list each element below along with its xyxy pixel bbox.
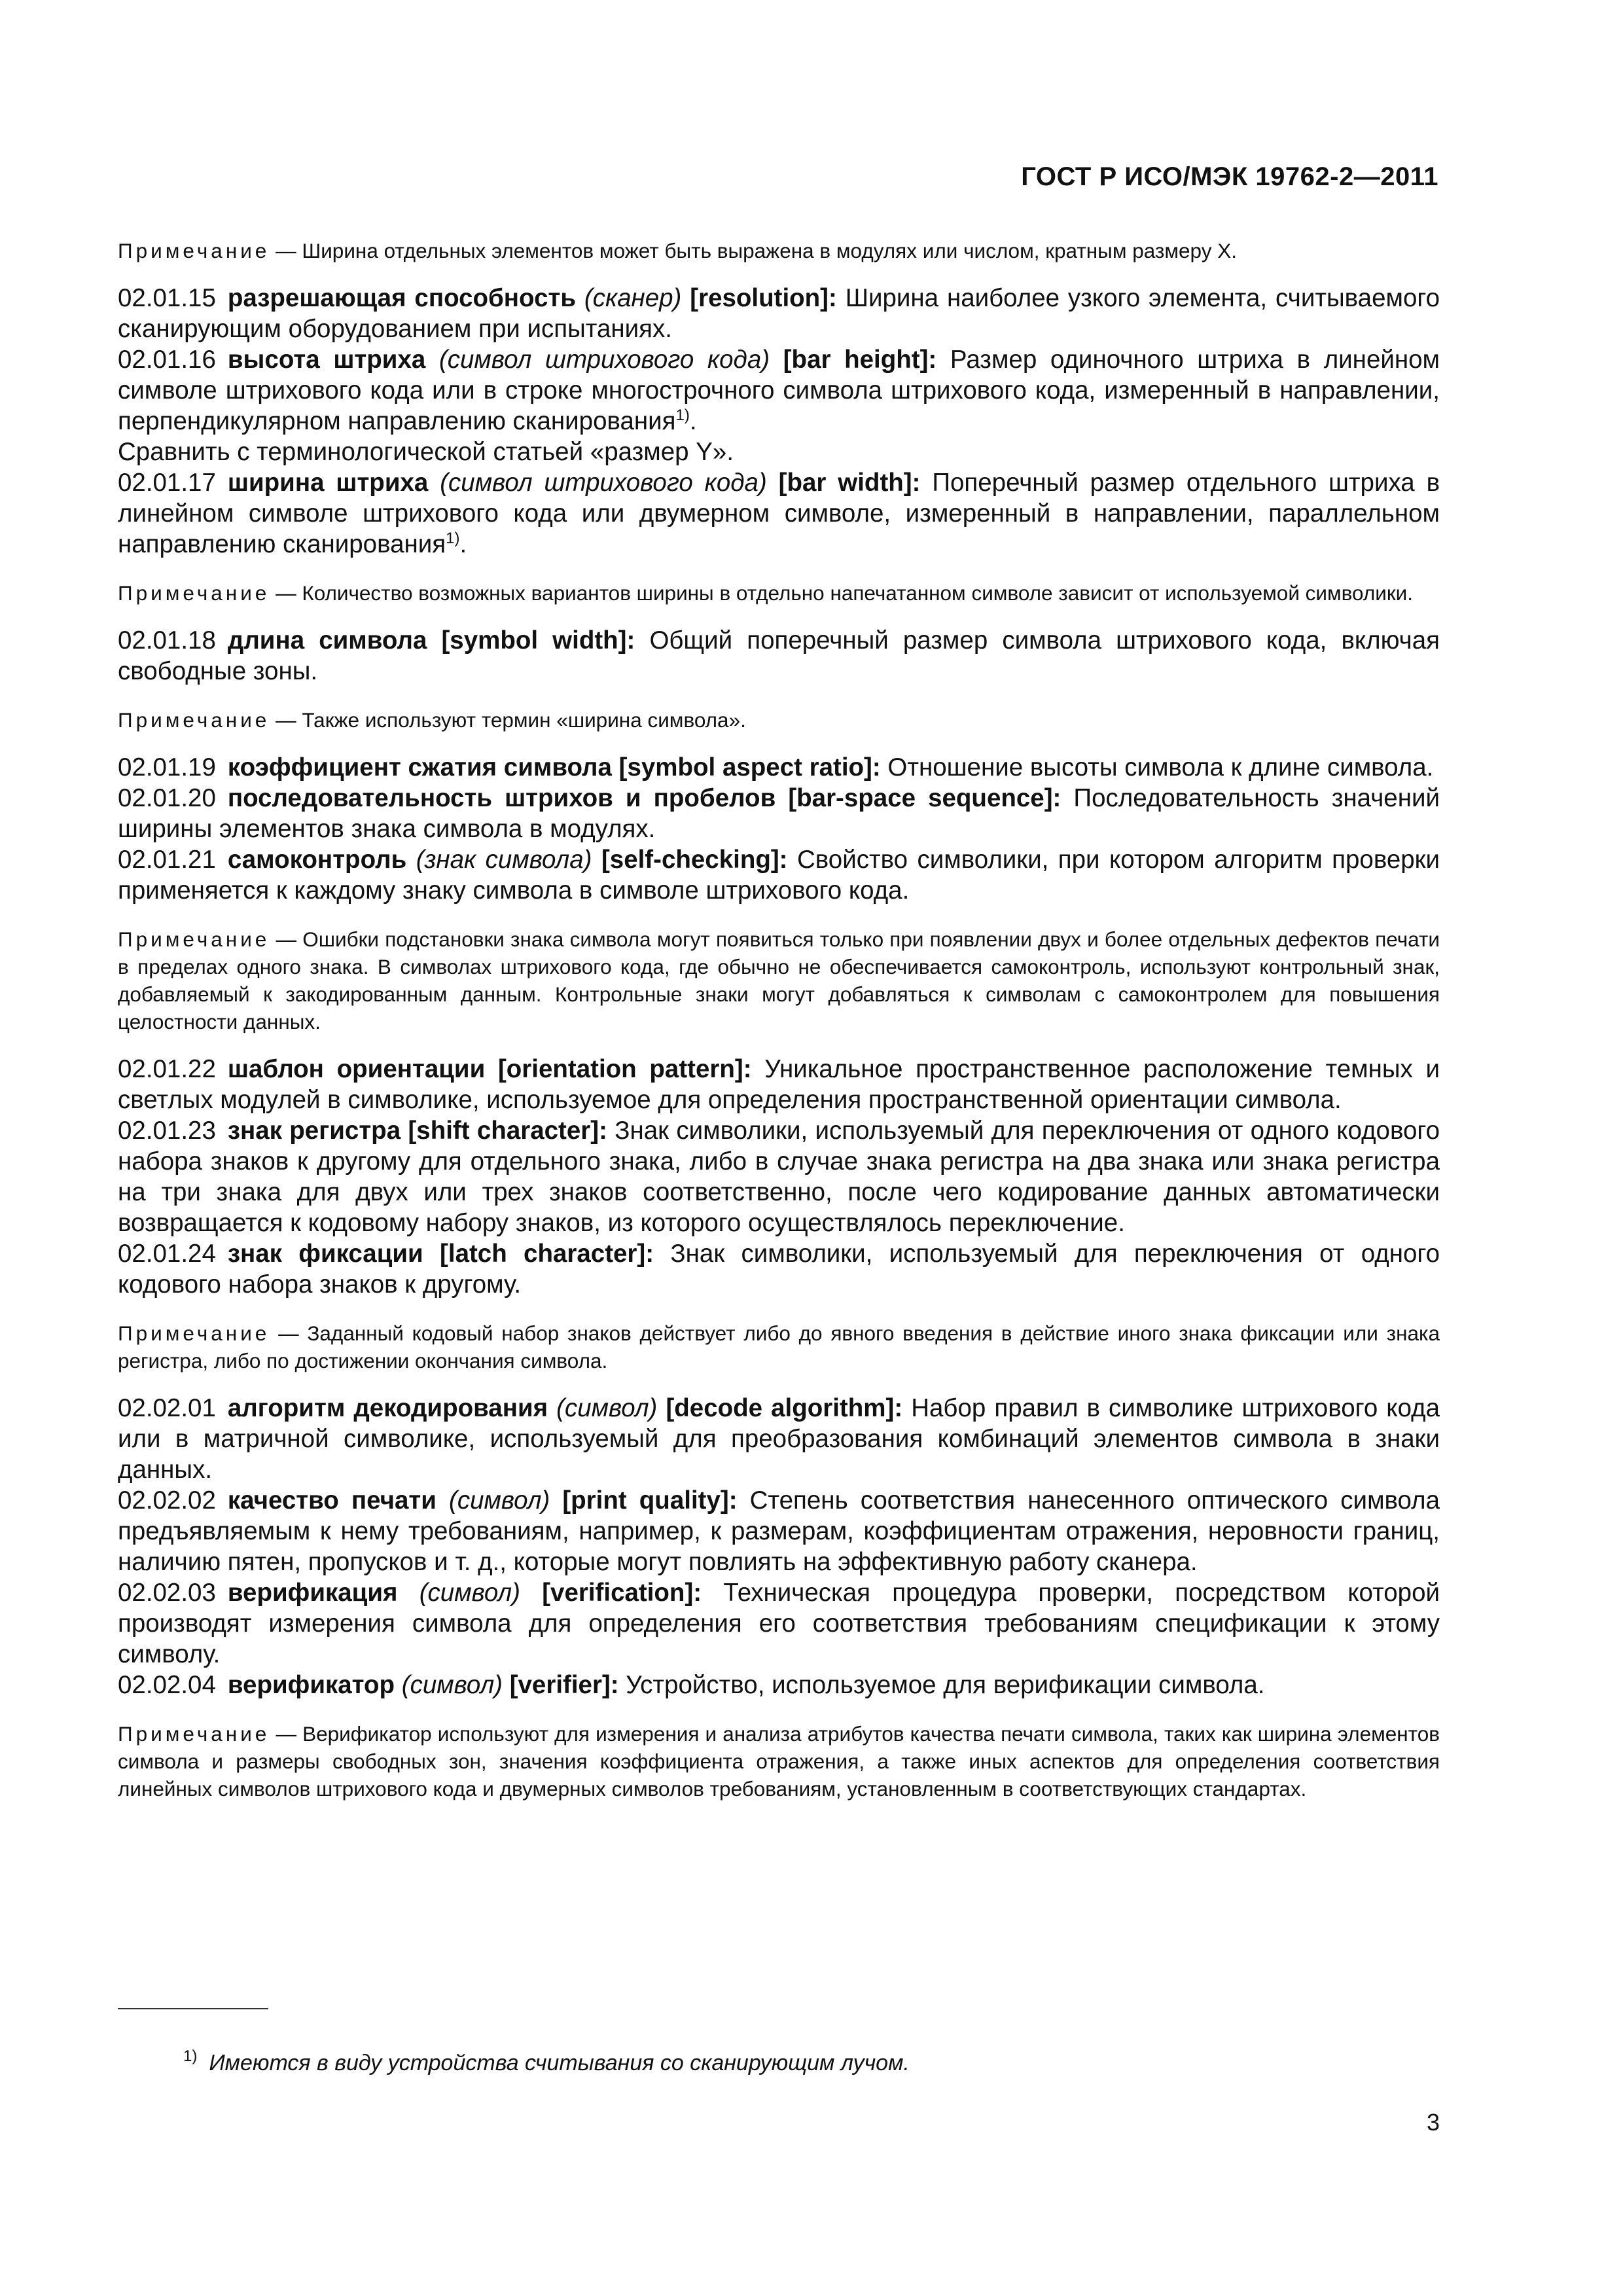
entry-term: ширина штриха [227,469,429,497]
term-entry: 02.01.16 высота штриха (символ штрихового кода) [bar height]: Размер одиночного штриха в линейном символе штрихового кода или в строке многострочного символа штрихового кода, измеренный в направлении, перпендикулярном направлению сканирования$^{1)}$. [118,346,1440,435]
term-entry [118,625,1440,687]
entry-english: [bar height]: [783,346,937,374]
entry-term: алгоритм декодирования [227,1394,548,1422]
entry-domain: (символ штрихового кода) [438,346,770,374]
entry-number: 02.01.17 [118,469,216,497]
footnote-ref: 1) [446,529,460,548]
note-text: Количество возможных вариантов ширины в отдельно напечатанном символе зависит от используемой символики. [302,581,1413,605]
page-number: 3 [1426,2109,1440,2136]
entry-english: [resolution]: [690,284,837,312]
entry-number: 02.02.01 [118,1394,216,1422]
entry-english: [self-checking]: [601,846,788,874]
footnote [183,2047,910,2076]
entry-domain: (знак символа) [416,846,592,874]
note: Примечание — Ширина отдельных элементов может быть выражена в модулях или числом, кратным размеру X. [118,239,1237,262]
entry-english: [symbol width]: [441,626,635,655]
note: Примечание — Также используют термин «ширина символа». [118,708,746,732]
note: Примечание — Ошибки подстановки знака символа могут появиться только при появлении двух и более отдельных дефектов печати в пределах одного знака. В символах штрихового кода, где обычно не обеспечивается самоконтроль, используют контрольный знак, добавляемый к закодированным данным. Контрольные знаки могут добавляться к символам с самоконтролем для повышения целостности данных. [118,927,1440,1033]
entry-number: 02.01.16 [118,346,216,374]
entry-term: качество печати [227,1486,437,1515]
entry-definition: Набор правил в символике штрихового кода или в матричной символике, используемый для преобразования комбинаций элементов символа в знаки данных. [118,1394,1440,1484]
entry-definition: Свойство символики, при котором алгоритм проверки применяется к каждому знаку символа в символе штрихового кода. [118,846,1440,905]
entry-english: [bar width]: [778,469,921,497]
entry-term: знак фиксации [227,1240,423,1268]
entry-domain: (символ штрихового кода) [440,469,767,497]
term-entry [118,1393,1440,1485]
entry-definition: Ширина наиболее узкого элемента, считываемого сканирующим оборудованием при испытаниях. [118,284,1440,343]
entry-number: 02.01.24 [118,1240,216,1268]
entry-english: [verification]: [542,1579,702,1607]
note-label: Примечание [118,1722,270,1746]
entry-number: 02.02.04 [118,1671,216,1699]
note-text: Верификатор используют для измерения и анализа атрибутов качества печати символа, таких как ширина элементов символа и размеры свободных зон, значения коэффициента отражения, а также иных аспектов для определения соответствия линейных символов штрихового кода и двумерных символов требованиям, установленным в соответствующих стандартах. [118,1722,1440,1801]
entry-definition: Знак символики, используемый для переключения от одного кодового набора знаков к другому для отдельного знака, либо в случае знака регистра на два знака или знака регистра на три знака для двух или трех знаков соответственно, после чего кодирование данных автоматически возвращается к кодовому набору знаков, из которого осуществлялось переключение. [118,1117,1440,1237]
note-label: Примечание [118,708,270,732]
term-entry: 02.01.17 ширина штриха (символ штрихового кода) [bar width]: Поперечный размер отдельного штриха в линейном символе штрихового кода или двумерном символе, измеренный в направлении, параллельном направлению сканирования$^{1)}$. [118,469,1440,558]
term-entry [118,752,1440,783]
entry-number: 02.02.02 [118,1486,216,1515]
note-label: Примечание [118,581,270,605]
term-entry [118,844,1440,906]
entry-term: высота штриха [227,346,426,374]
entry-definition: Техническая процедура проверки, посредством которой производят измерения символа для определения его соответствия требованиям спецификации к этому символу. [118,1579,1440,1668]
entry-term: знак регистра [227,1117,401,1145]
footnote-divider [118,2008,268,2009]
entry-english: [bar-space sequence]: [788,784,1061,812]
entry-definition: Отношение высоты символа к длине символа. [887,753,1434,781]
note-label: Примечание [118,927,270,951]
entry-term: шаблон ориентации [227,1055,486,1083]
entry-domain: (символ) [556,1394,658,1422]
entry-domain: (символ) [401,1671,503,1699]
footnote-ref: 1) [675,406,690,425]
term-entry [118,1054,1440,1115]
entry-definition: Степень соответствия нанесенного оптического символа предъявляемым к нему требованиям, например, к размерам, коэффициентам отражения, неровности границ, наличию пятен, пропусков и т. д., которые могут повлиять на эффективную работу сканера. [118,1486,1440,1576]
footnote-text: Имеются в виду устройства считывания со сканирующим лучом. [209,2051,910,2075]
entry-english: [shift character]: [408,1117,607,1145]
entry-english: [print quality]: [562,1486,738,1515]
term-entry [118,1485,1440,1577]
entry-domain: (символ) [449,1486,550,1515]
note: Примечание — Количество возможных вариантов ширины в отдельно напечатанном символе зависит от используемой символики. [118,581,1413,605]
entry-number: 02.02.03 [118,1579,216,1607]
note-text: Заданный кодовый набор знаков действует либо до явного введения в действие иного знака фиксации или знака регистра, либо по достижении окончания символа. [118,1321,1440,1372]
entry-term: разрешающая способность [227,284,577,312]
note-label: Примечание [118,1321,270,1345]
footnote-mark: 1) [183,2047,198,2065]
term-entry [118,1115,1440,1238]
term-entry [118,1238,1440,1300]
document-header: ГОСТ Р ИСО/МЭК 19762-2—2011 [1021,162,1438,191]
note-text: Ширина отдельных элементов может быть выражена в модулях или числом, кратным размеру X. [302,239,1237,262]
entry-term: самоконтроль [227,846,407,874]
entry-definition: Поперечный размер отдельного штриха в линейном символе штрихового кода или двумерном символе, измеренный в направлении, параллельном направлению сканирования [118,469,1440,558]
entry-term: коэффициент сжатия символа [227,753,612,781]
entry-domain: (сканер) [584,284,682,312]
term-entry [118,1670,1440,1700]
entry-number: 02.01.22 [118,1055,216,1083]
note-label: Примечание [118,239,270,262]
note: Примечание — Заданный кодовый набор знаков действует либо до явного введения в действие иного знака фиксации или знака регистра, либо по достижении окончания символа. [118,1321,1440,1372]
entry-number: 02.01.21 [118,846,216,874]
entry-english: [verifier]: [509,1671,619,1699]
entry-definition: Общий поперечный размер символа штрихового кода, включая свободные зоны. [118,626,1440,685]
note: Примечание — Верификатор используют для измерения и анализа атрибутов качества печати символа, таких как ширина элементов символа и размеры свободных зон, значения коэффициента отражения, а также иных аспектов для определения соответствия линейных символов штрихового кода и двумерных символов требованиям, установленным в соответствующих стандартах. [118,1722,1440,1801]
entry-domain: (символ) [419,1579,520,1607]
entry-english: [orientation pattern]: [497,1055,752,1083]
term-entry [118,783,1440,844]
entry-number: 02.01.20 [118,784,216,812]
term-entry [118,1577,1440,1670]
entry-definition: Знак символики, используемый для переключения от одного кодового набора знаков к другому. [118,1240,1440,1299]
entry-number: 02.01.19 [118,753,216,781]
entry-english: [decode algorithm]: [666,1394,903,1422]
entry-number: 02.01.23 [118,1117,216,1145]
entry-definition: Уникальное пространственное расположение темных и светлых модулей в символике, используемое для определения пространственной ориентации символа. [118,1055,1440,1114]
entry-term: верификатор [227,1671,395,1699]
note-text: Ошибки подстановки знака символа могут появиться только при появлении двух и более отдельных дефектов печати в пределах одного знака. В символах штрихового кода, где обычно не обеспечивается самоконтроль, используют контрольный знак, добавляемый к закодированным данным. Контрольные знаки могут добавляться к символам с самоконтролем для повышения целостности данных. [118,927,1440,1033]
entry-number: 02.01.18 [118,626,216,655]
entry-term: длина символа [227,626,427,655]
document-body [118,237,1440,1821]
entry-term: верификация [227,1579,398,1607]
entry-definition: Устройство, используемое для верификации символа. [626,1671,1265,1699]
note-text: Также используют термин «ширина символа». [302,708,746,732]
entry-term: последовательность штрихов и пробелов [227,784,776,812]
entry-english: [symbol aspect ratio]: [618,753,881,781]
entry-english: [latch character]: [440,1240,654,1268]
entry-number: 02.01.15 [118,284,216,312]
term-entry [118,283,1440,344]
entry-definition: Последовательность значений ширины элементов знака символа в модулях. [118,784,1440,843]
entry-definition: Размер одиночного штриха в линейном символе штрихового кода или в строке многострочного символа штрихового кода, измеренный в направлении, перпендикулярном направлению сканирования [118,346,1440,435]
cross-reference: Сравнить с терминологической статьей «размер Y». [118,438,734,466]
